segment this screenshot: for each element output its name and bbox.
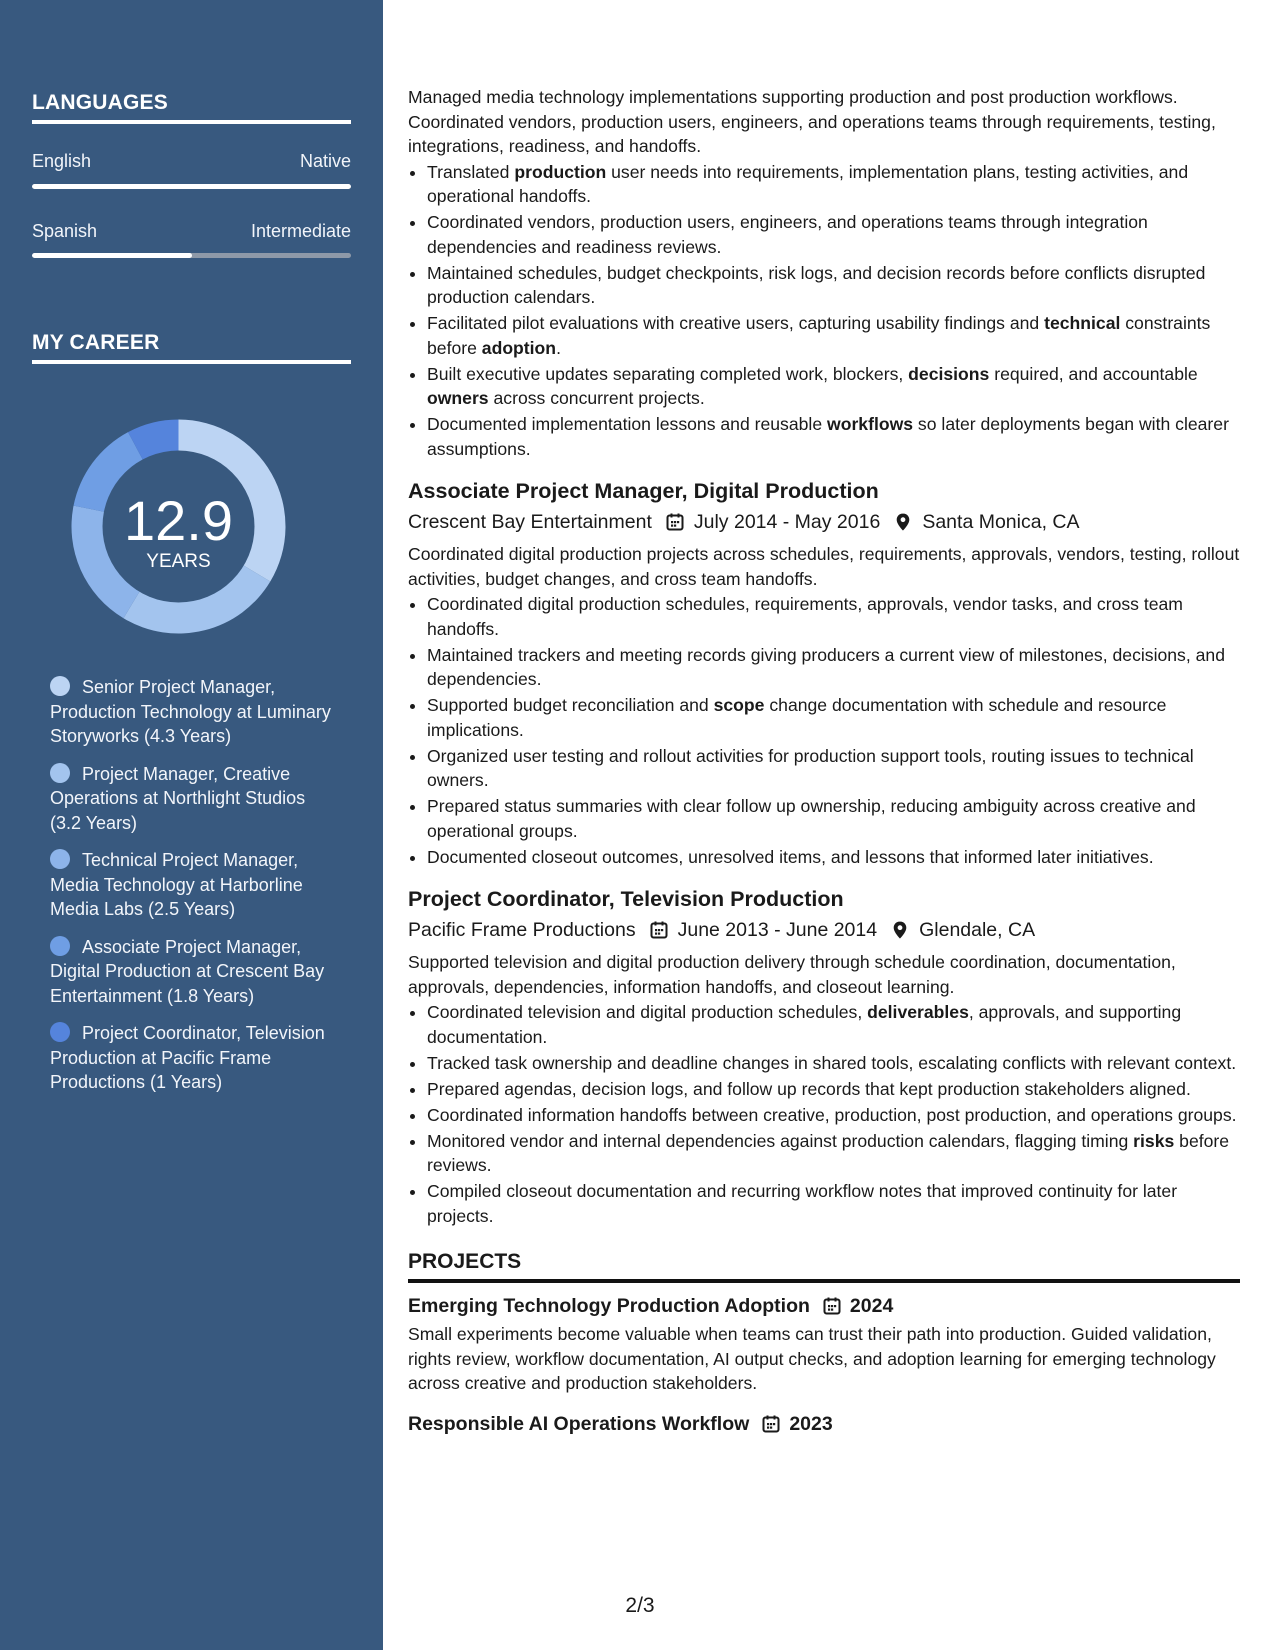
bullet-item: • Prepared status summaries with clear follow up ownership, reducing ambiguity across creative and operational groups. [427,794,1240,843]
job-summary: Supported television and digital production delivery through schedule coordination, documentation, approvals, dependencies, information handoffs, and closeout learning. [408,952,1176,997]
job-company: Pacific Frame Productions [408,919,636,941]
career-total-unit: YEARS [146,551,211,572]
job-dates: July 2014 - May 2016 [693,511,881,533]
job-location: Glendale, CA [919,919,1036,941]
career-item [50,1021,340,1095]
bullet-item: • Documented implementation lessons and reusable workflows so later deployments began with clearer assumptions. [427,412,1240,461]
intro-paragraph: Managed media technology implementations supporting production and post production workflows. Coordinated vendors, production users, engineers, and operations teams through requirements, testing, integrations, readiness, and handoffs. [408,87,1216,156]
project-year: 2023 [789,1412,833,1435]
job-dates: June 2013 - June 2014 [677,919,878,941]
project-year: 2024 [849,1295,894,1317]
bold-keyword: workflows [827,414,914,434]
location-pin-icon [893,512,913,532]
career-item [50,675,340,749]
language-row-english [32,151,351,172]
career-heading: MY CAREER [32,331,351,364]
bold-keyword: owners [427,388,489,408]
career-total-value: 12.9 [124,489,233,552]
bullet-item: • Compiled closeout documentation and recurring workflow notes that improved continuity for later projects. [427,1179,1240,1228]
bullet-item: • Tracked task ownership and deadline changes in shared tools, escalating conflicts with relevant context. [427,1051,1240,1076]
location-pin-icon [890,920,910,940]
bullet-item: • Facilitated pilot evaluations with creative users, capturing usability findings and technical constraints before adoption. [427,311,1240,360]
job-entry [408,477,1240,869]
bullet-item: • Supported budget reconciliation and scope change documentation with schedule and resource implications. [427,693,1240,742]
job-meta [408,916,1240,944]
bullet-item: • Organized user testing and rollout activities for production support tools, routing issues to technical owners. [427,744,1240,793]
bullet-item: • Documented closeout outcomes, unresolved items, and lessons that informed later initiatives. [427,845,1240,870]
career-dot-icon [50,849,70,869]
bullet-item: • Coordinated television and digital production schedules, deliverables, approvals, and supporting documentation. [427,1000,1240,1049]
bold-keyword: technical [1044,313,1121,333]
intro-bullets [408,160,1240,462]
bold-keyword: scope [713,695,765,715]
language-name: Spanish [32,221,98,241]
sidebar [0,0,383,1650]
job-company: Crescent Bay Entertainment [408,511,652,533]
language-row-spanish [32,221,351,242]
project-title-row [408,1292,1240,1320]
job-meta [408,508,1240,536]
career-list [50,675,340,1108]
calendar-icon [822,1296,842,1316]
language-bar-english [32,184,351,189]
calendar-icon [649,920,669,940]
bold-keyword: adoption [481,337,557,358]
bullet-item: • Translated production user needs into requirements, implementation plans, testing activities, and operational handoffs. [427,160,1240,209]
project-description: Small experiments become valuable when teams can trust their path into production. Guided validation, rights review, workflow documentation, AI output checks, and adoption learning for emerging technology across creative and production stakeholders. [408,1324,1216,1393]
projects-heading: PROJECTS [408,1247,1240,1283]
career-item [50,848,340,922]
job-bullets [408,592,1240,869]
project-title: Responsible AI Operations Workflow [408,1412,750,1435]
career-item-text: Associate Project Manager, Digital Production at Crescent Bay Entertainment (1.8 Years) [50,936,325,1006]
language-bar-fill [32,184,351,189]
calendar-icon [761,1414,781,1434]
career-dot-icon [50,1022,70,1042]
career-dot-icon [50,676,70,696]
career-dot-icon [50,936,70,956]
language-level: Native [299,151,351,171]
bullet-item: • Coordinated information handoffs between creative, production, post production, and operations groups. [427,1103,1240,1128]
career-donut-chart [66,414,291,639]
bullet-item: • Maintained schedules, budget checkpoints, risk logs, and decision records before conflicts disrupted production calendars. [427,261,1240,310]
bold-keyword: risks [1133,1130,1175,1151]
bullet-item: • Coordinated vendors, production users, engineers, and operations teams through integration dependencies and readiness reviews. [427,210,1240,259]
project-title: Emerging Technology Production Adoption [408,1295,810,1317]
job-location: Santa Monica, CA [922,511,1080,533]
career-item-text: Senior Project Manager, Production Technology at Luminary Storyworks (4.3 Years) [50,677,331,746]
job-summary: Coordinated digital production projects across schedules, requirements, approvals, vendors, testing, rollout activities, budget changes, and cross team handoffs. [408,544,1240,589]
career-item [50,762,340,836]
language-bar-fill [32,253,192,258]
language-bar-spanish [32,253,351,258]
project-entry [408,1292,1240,1396]
language-name: English [32,151,92,171]
job-title: Associate Project Manager, Digital Production [408,479,879,503]
language-level: Intermediate [250,221,351,241]
career-item-text: Project Coordinator, Television Production at Pacific Frame Productions (1 Years) [50,1023,325,1092]
main-content [408,85,1240,1440]
bullet-item: • Monitored vendor and internal dependencies against production calendars, flagging timing risks before reviews. [427,1129,1240,1178]
page-number: 2/3 [625,1594,655,1617]
bullet-item: • Built executive updates separating completed work, blockers, decisions required, and accountable owners across concurrent projects. [427,362,1240,411]
project-entry [408,1410,1240,1438]
project-title-row [408,1410,1240,1438]
bullet-item: • Prepared agendas, decision logs, and follow up records that kept production stakeholders aligned. [427,1077,1240,1102]
bullet-item: • Coordinated digital production schedules, requirements, approvals, vendor tasks, and cross team handoffs. [427,592,1240,641]
career-item-text: Project Manager, Creative Operations at Northlight Studios (3.2 Years) [50,763,306,833]
career-dot-icon [50,763,70,783]
bullet-item: • Maintained trackers and meeting records giving producers a current view of milestones, decisions, and dependencies. [427,643,1240,692]
calendar-icon [665,512,685,532]
bold-keyword: deliverables [867,1002,969,1022]
career-item [50,935,340,1009]
job-bullets [408,1000,1240,1228]
languages-heading: LANGUAGES [32,91,351,124]
job-title: Project Coordinator, Television Production [408,887,844,911]
career-item-text: Technical Project Manager, Media Technology at Harborline Media Labs (2.5 Years) [50,850,303,919]
bold-keyword: decisions [908,363,990,384]
bold-keyword: production [514,161,607,182]
job-entry [408,885,1240,1228]
